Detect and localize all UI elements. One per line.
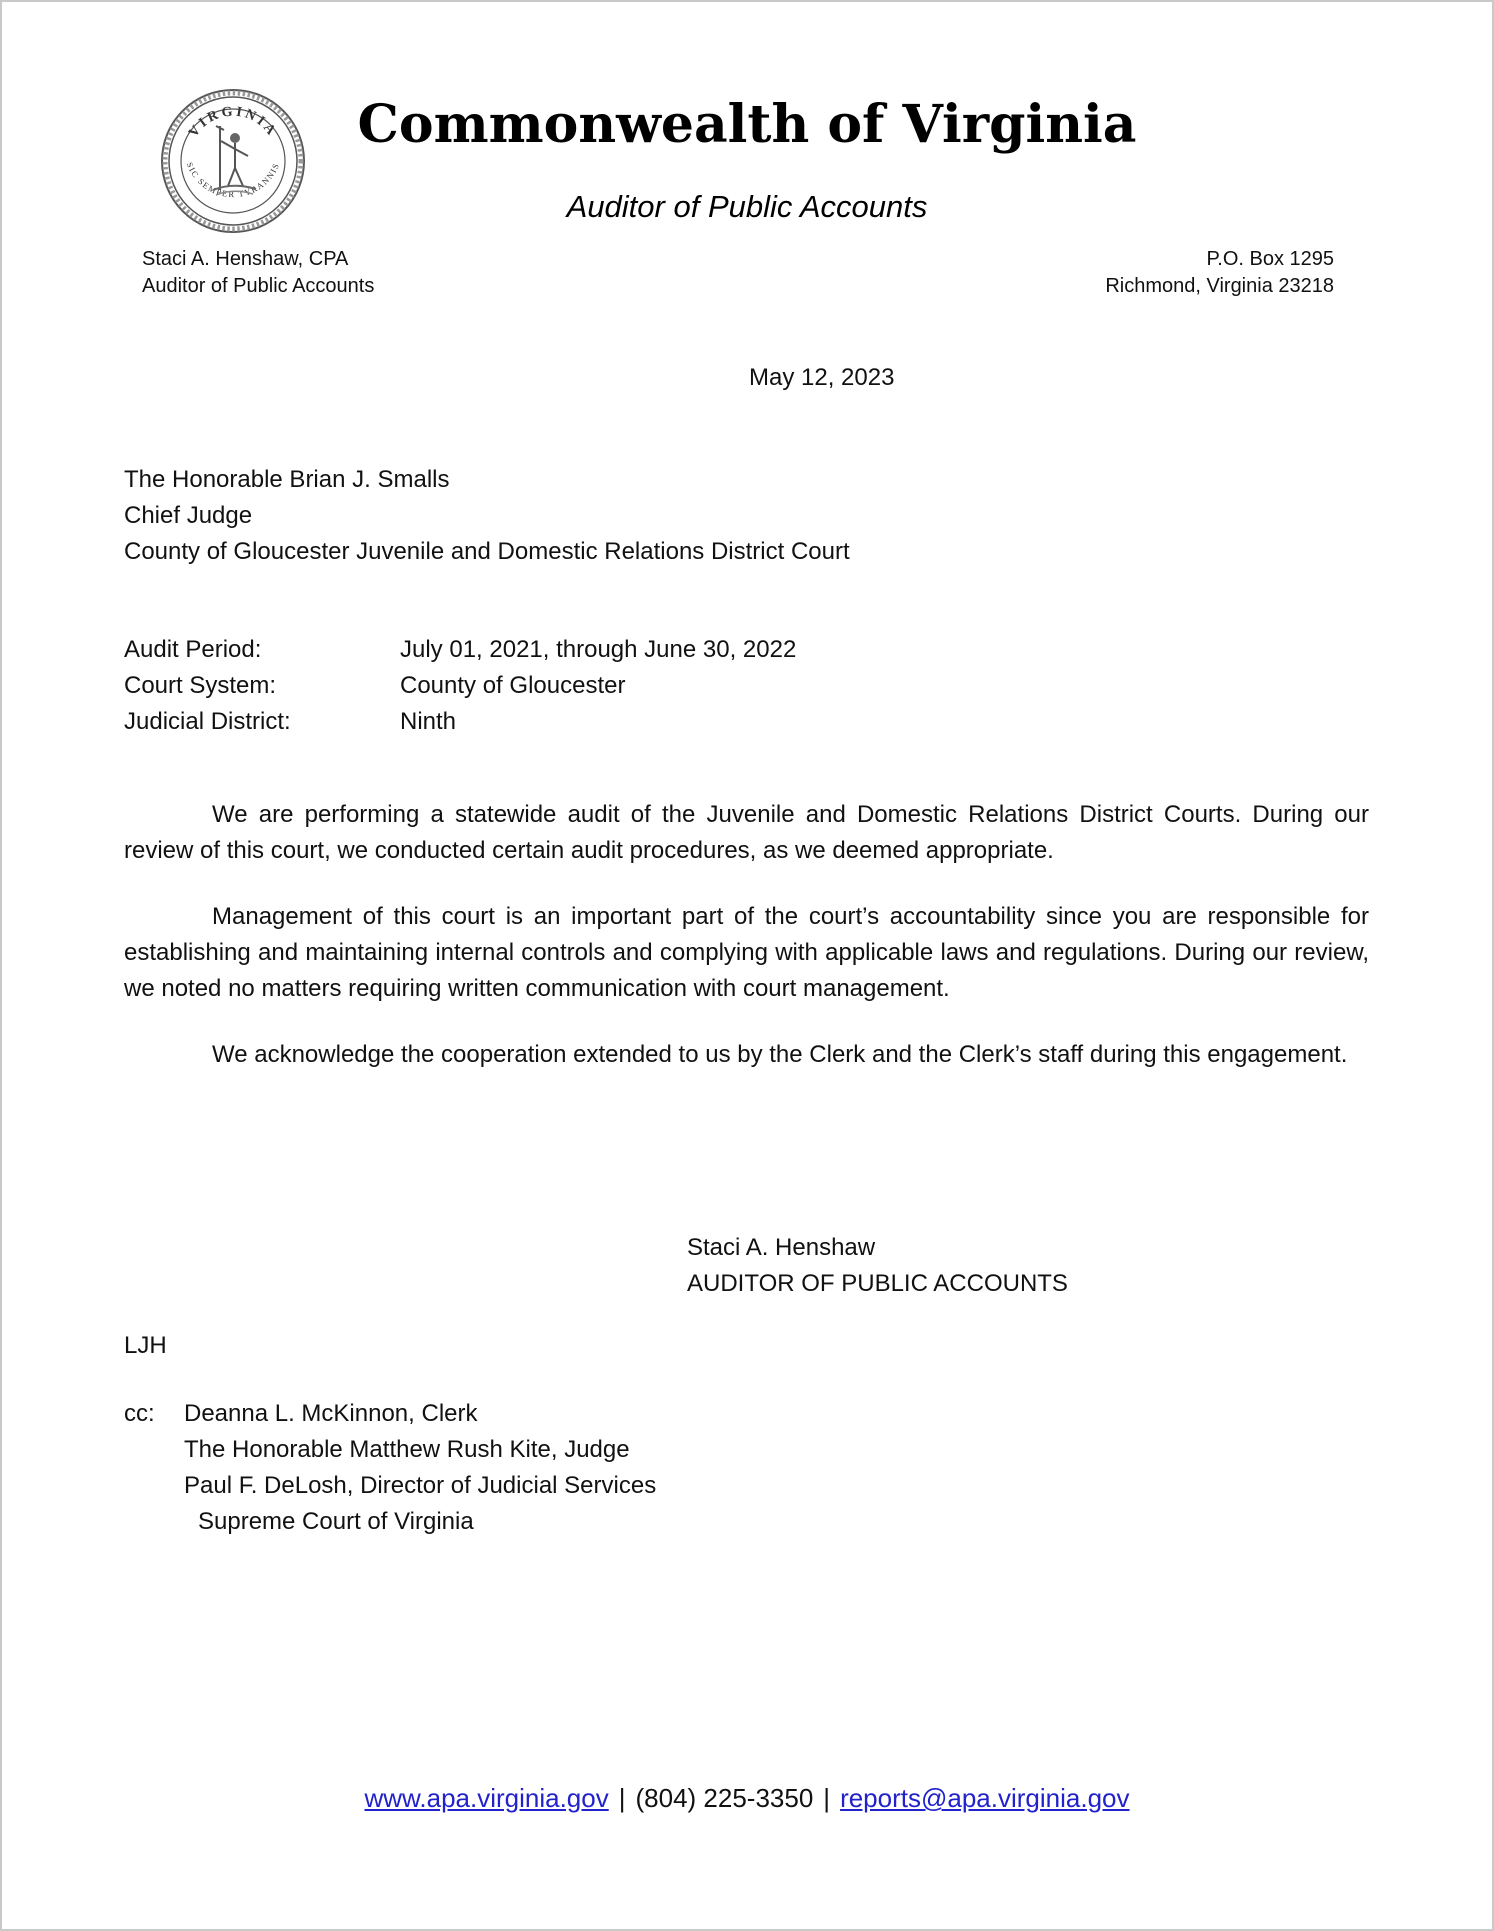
letter-body xyxy=(124,797,1369,1103)
website-link[interactable]: www.apa.virginia.gov xyxy=(364,1783,609,1813)
paragraph-1: We are performing a statewide audit of the Juvenile and Domestic Relations District Courts. During our review of this court, we conducted certain audit procedures, as we deemed appropriate. xyxy=(124,801,1369,864)
recipient-block xyxy=(124,462,850,570)
audit-period-label: Audit Period: xyxy=(124,636,262,663)
signature-block xyxy=(687,1230,1068,1302)
recipient-title: Chief Judge xyxy=(124,502,253,529)
cc-row xyxy=(124,1432,656,1468)
judicial-district-value: Ninth xyxy=(400,708,457,735)
court-system-value: County of Gloucester xyxy=(400,672,626,699)
paragraph-2: Management of this court is an important part of the court’s accountability since you are responsible for establishing and maintaining internal controls and complying with applicable laws and regulations. During our review, we noted no matters requiring written communication with court management. xyxy=(124,903,1369,1002)
preparer-initials: LJH xyxy=(124,1332,167,1359)
footer-contact-line xyxy=(2,1780,1492,1816)
letter-date: May 12, 2023 xyxy=(749,364,895,391)
cc-entry-1: Deanna L. McKinnon, Clerk xyxy=(184,1400,478,1427)
cc-row xyxy=(124,1468,656,1504)
audit-period-value: July 01, 2021, through June 30, 2022 xyxy=(400,636,797,663)
address-line-2: Richmond, Virginia 23218 xyxy=(1105,275,1334,297)
email-link[interactable]: reports@apa.virginia.gov xyxy=(840,1783,1130,1813)
cc-entry-4: Supreme Court of Virginia xyxy=(198,1508,474,1535)
cc-block xyxy=(124,1396,656,1540)
audit-details-block xyxy=(124,632,796,740)
cc-row xyxy=(124,1396,656,1432)
cc-entry-2: The Honorable Matthew Rush Kite, Judge xyxy=(184,1436,630,1463)
seal-top-text: VIRGINIA xyxy=(186,104,280,141)
paragraph-3: We acknowledge the cooperation extended to us by the Clerk and the Clerk’s staff during this engagement. xyxy=(212,1041,1348,1068)
cc-row xyxy=(124,1504,656,1540)
cc-entry-3: Paul F. DeLosh, Director of Judicial Services xyxy=(184,1472,657,1499)
footer-separator: | xyxy=(823,1783,831,1813)
seal-bottom-text: SIC SEMPER TYRANNIS xyxy=(184,160,282,200)
letterhead-address-block xyxy=(1105,246,1334,300)
judicial-district-row xyxy=(124,704,796,740)
footer-phone: (804) 225-3350 xyxy=(635,1783,814,1813)
official-title: Auditor of Public Accounts xyxy=(142,275,375,297)
letterhead-subtitle: Auditor of Public Accounts xyxy=(566,189,928,224)
judicial-district-label: Judicial District: xyxy=(124,708,291,735)
letterhead-title: Commonwealth of Virginia xyxy=(357,94,1137,155)
signature-title: AUDITOR OF PUBLIC ACCOUNTS xyxy=(687,1270,1068,1297)
audit-period-row xyxy=(124,632,796,668)
court-system-label: Court System: xyxy=(124,672,277,699)
recipient-court: County of Gloucester Juvenile and Domestic Relations District Court xyxy=(124,538,850,565)
footer-separator: | xyxy=(618,1783,626,1813)
recipient-name: The Honorable Brian J. Smalls xyxy=(124,466,450,493)
address-line-1: P.O. Box 1295 xyxy=(1206,248,1334,270)
signature-name: Staci A. Henshaw xyxy=(687,1234,876,1261)
official-name: Staci A. Henshaw, CPA xyxy=(142,248,349,270)
letterhead-official-block xyxy=(142,246,374,300)
court-system-row xyxy=(124,668,796,704)
cc-label: cc: xyxy=(124,1400,155,1427)
